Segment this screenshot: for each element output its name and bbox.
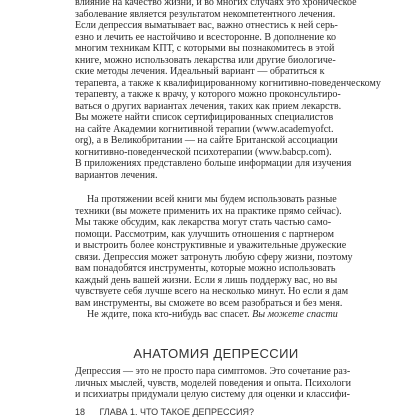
text-line (75, 309, 357, 321)
page-number: 18 (75, 407, 86, 417)
text-line: езно и лечить ее настойчиво и всесторонне. В дополнение ко (75, 31, 336, 43)
text-line: Депрессия — это не просто пара симптомов. Это сочетание раз- (75, 366, 351, 377)
text-line: каждый день вашей жизни. Если я лишь поддержу вас, но вы (75, 274, 338, 286)
text-line: ваться о других вариантах лечения, таких как прием лекарств. (75, 100, 342, 112)
paragraph-treatment (75, 0, 381, 181)
text-line: Мы также обсудим, как лекарства могут стать частью само- (75, 217, 332, 228)
text-line: чувствуете себя лучше всего на несколько минут. Но если я дам (75, 286, 349, 297)
text-line: техники (вы можете применить их на практике прямо сейчас). (75, 205, 342, 217)
text-line: на сайте Академии когнитивной терапии (www.academyofct. (75, 123, 334, 135)
text-line: многим техникам КПТ, с которыми вы познакомитесь в этой (75, 43, 335, 54)
text-line: терапевту, а также к врачу, у которого можно проконсультиро- (75, 89, 341, 100)
text-line: вариантов лечения. (75, 169, 158, 181)
text-line: Если депрессия выматывает вас, важно отнестись к ней серь- (75, 20, 338, 31)
text-line: и выстроить более конструктивные и уважительные дружеские (75, 240, 347, 251)
running-header-chapter: ГЛАВА 1. ЧТО ТАКОЕ ДЕПРЕССИЯ? (99, 407, 254, 417)
paragraph-techniques (75, 194, 357, 309)
paragraph-anatomy (75, 366, 357, 401)
text-line: В приложениях представлено больше информации для изучения (75, 158, 352, 169)
text-line: когнитивно-поведенческой психотерапии (www.babcp.com). (75, 146, 332, 158)
text-line: книге, можно использовать лекарства или другие биологиче- (75, 54, 336, 66)
text-line: терапевта, а также к квалифицированному когнитивно-поведенческому (75, 77, 381, 89)
page-footer (75, 407, 357, 417)
italic-emphasis: Вы можете спасти (252, 309, 338, 320)
text-line: связи. Депрессия может затронуть любую сферу жизни, поэтому (75, 251, 353, 263)
text-line: org), а в Великобритании — на сайте Британской ассоциации (75, 135, 338, 146)
text-line: влияние на качество жизни, и во многих случаях это хроническое (75, 0, 357, 8)
text-line: вам инструменты, вы сможете во всем разобраться и без меня. (75, 297, 343, 309)
text-line: ские методы лечения. Идеальный вариант — обратиться к (75, 66, 325, 77)
plain-text: Не ждите, пока кто-нибудь вас спасет. (87, 309, 253, 320)
text-line: и психиатры придумали целую систему для оценки и классифи- (75, 389, 350, 400)
text-line: личных мыслей, чувств, моделей поведения и опыта. Психологи (75, 377, 352, 389)
text-line: заболевание является результатом некомпетентного лечения. (75, 8, 336, 20)
text-line: помощи. Рассмотрим, как улучшить отношения с партнером (75, 228, 334, 240)
text-line: Вы можете найти список сертифицированных специалистов (75, 112, 334, 123)
text-line: На протяжении всей книги мы будем использовать разные (87, 194, 337, 205)
paragraph-save-yourself (75, 309, 357, 321)
section-heading: АНАТОМИЯ ДЕПРЕССИИ (133, 346, 299, 361)
text-line: вам понадобятся инструменты, которые можно использовать (75, 263, 336, 274)
